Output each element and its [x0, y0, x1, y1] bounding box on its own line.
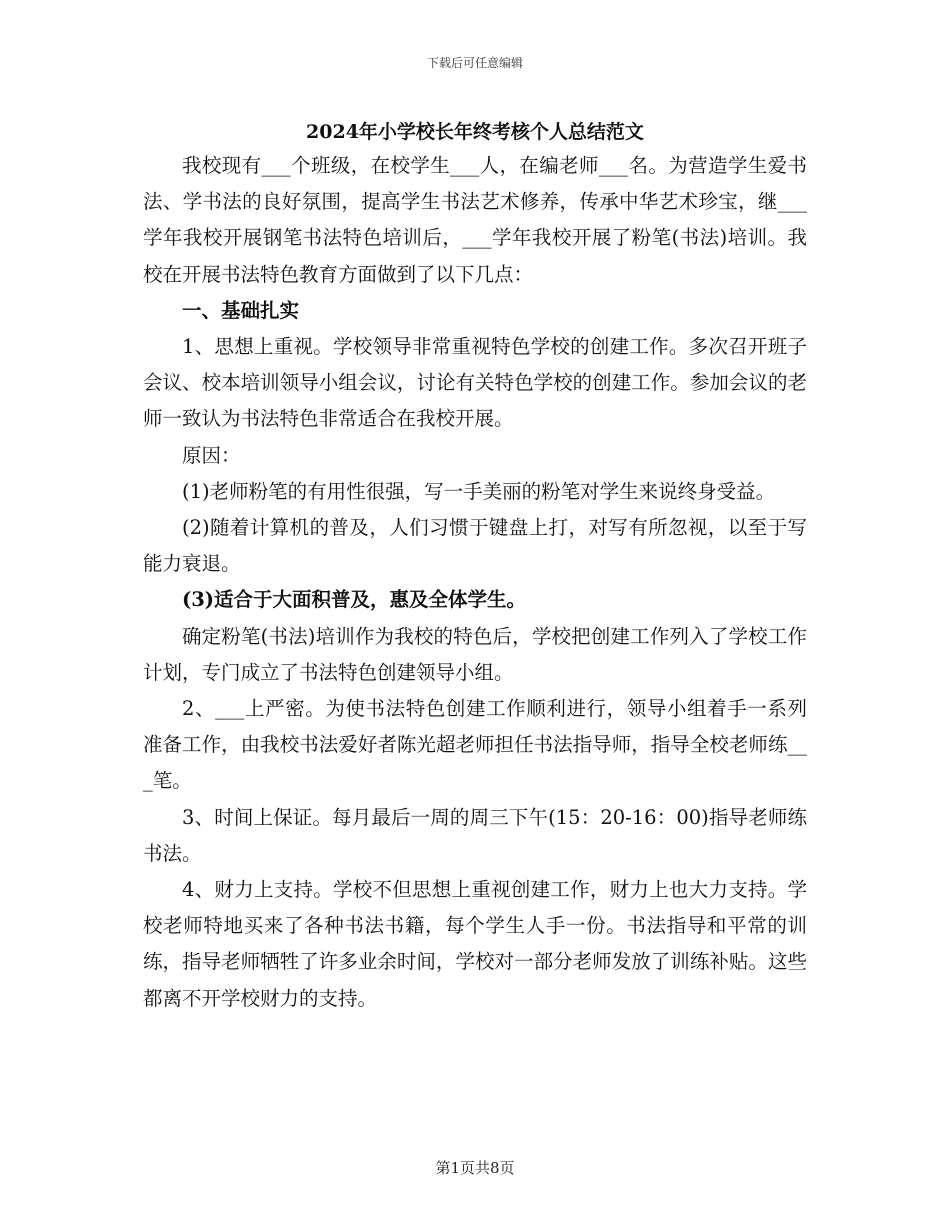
document-title: 2024年小学校长年终考核个人总结范文	[306, 121, 644, 143]
paragraph-reason-2: (2)随着计算机的普及，人们习惯于键盘上打，对写有所忽视，以至于写能力衰退。	[143, 516, 807, 576]
paragraph-point-2: 2、___上严密。为使书法特色创建工作顺利进行，领导小组着手一系列准备工作，由我校书法爱好者陈光超老师担任书法指导师，指导全校老师练___笔。	[143, 697, 807, 793]
paragraph-decision: 确定粉笔(书法)培训作为我校的特色后，学校把创建工作列入了学校工作计划，专门成立了书法特色创建领导小组。	[143, 624, 807, 684]
paragraph-point-1: 1、思想上重视。学校领导非常重视特色学校的创建工作。多次召开班子会议、校本培训领导小组会议，讨论有关特色学校的创建工作。参加会议的老师一致认为书法特色非常适合在我校开展。	[143, 335, 807, 431]
section-heading-foundation: 一、基础扎实	[182, 298, 300, 322]
paragraph-reason-3: (3)适合于大面积普及，惠及全体学生。	[182, 588, 527, 612]
paragraph-intro: 我校现有___个班级，在校学生___人，在编老师___名。为营造学生爱书法、学书法的良好氛围，提高学生书法艺术修养，传承中华艺术珍宝，继___学年我校开展钢笔书法特色培训后，___学年我校开展了粉笔(书法)培训。我校在开展书法特色教育方面做到了以下几点：	[143, 154, 807, 286]
document-body	[143, 148, 807, 1017]
paragraph-point-4: 4、财力上支持。学校不但思想上重视创建工作，财力上也大力支持。学校老师特地买来了各种书法书籍，每个学生人手一份。书法指导和平常的训练，指导老师牺牲了许多业余时间，学校对一部分老师发放了训练补贴。这些都离不开学校财力的支持。	[143, 878, 807, 1010]
paragraph-point-3: 3、时间上保证。每月最后一周的周三下午(15：20-16：00)指导老师练书法。	[143, 805, 807, 865]
page-header-note: 下载后可任意编辑	[426, 56, 523, 70]
paragraph-reason-1: (1)老师粉笔的有用性很强，写一手美丽的粉笔对学生来说终身受益。	[182, 479, 776, 503]
page-number-footer: 第1页共8页	[435, 1159, 515, 1177]
paragraph-reasons-label: 原因：	[182, 443, 241, 467]
